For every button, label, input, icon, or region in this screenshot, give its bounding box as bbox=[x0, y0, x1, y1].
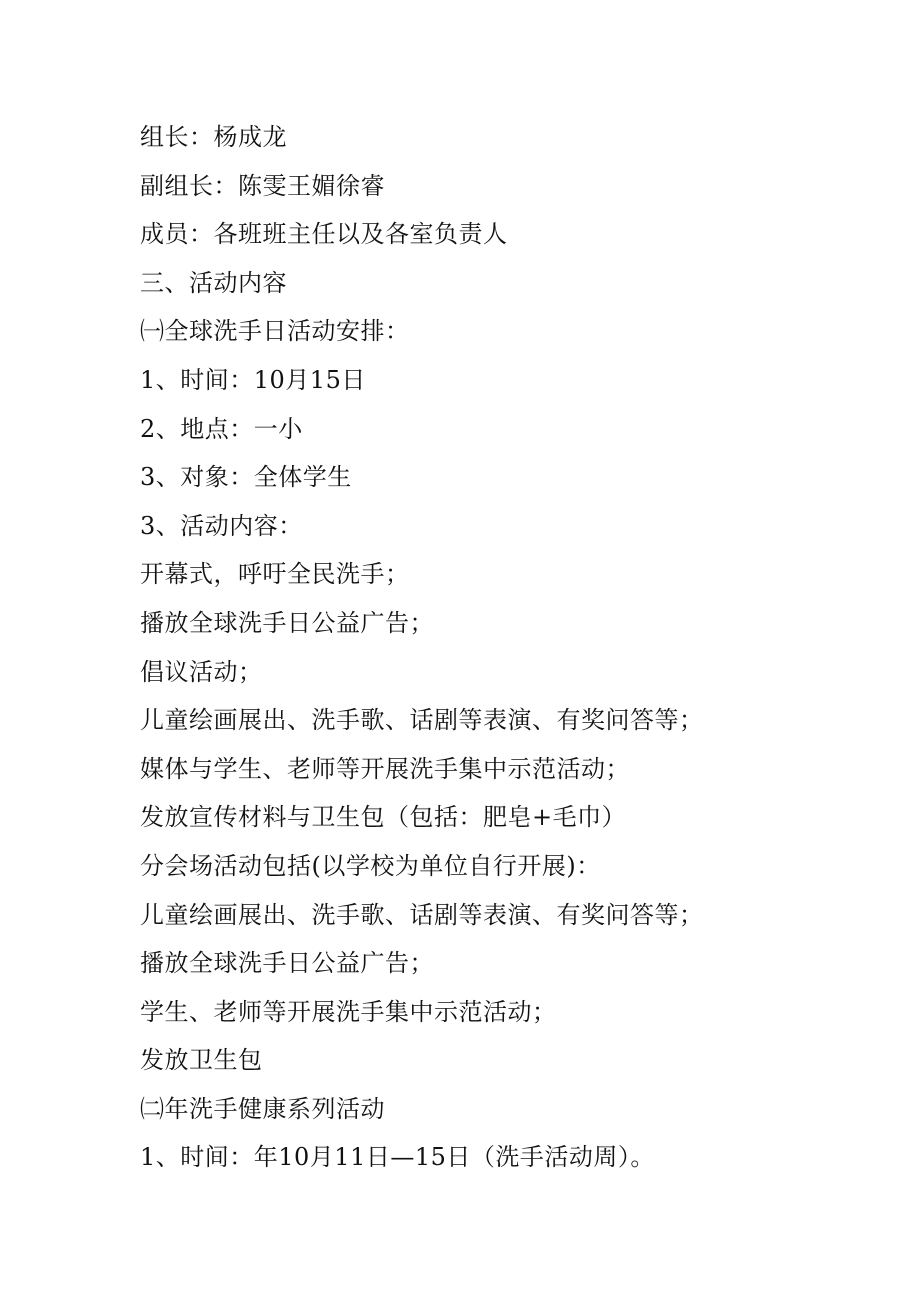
text-line-location: 2、地点：一小 bbox=[140, 414, 303, 443]
text-line-branch-psa: 播放全球洗手日公益广告； bbox=[140, 949, 434, 978]
text-line-audience: 3、对象：全体学生 bbox=[140, 463, 352, 492]
text-line-performances: 儿童绘画展出、洗手歌、话剧等表演、有奖问答等； bbox=[140, 706, 704, 735]
text-line-members: 成员：各班班主任以及各室负责人 bbox=[140, 220, 508, 249]
subsection-heading-health-series: ㈡年洗手健康系列活动 bbox=[140, 1094, 385, 1123]
text-line-branch-demonstration: 学生、老师等开展洗手集中示范活动； bbox=[140, 997, 557, 1026]
text-line-branch-performances: 儿童绘画展出、洗手歌、话剧等表演、有奖问答等； bbox=[140, 900, 704, 929]
text-line-branch-venue: 分会场活动包括(以学校为单位自行开展)： bbox=[140, 851, 601, 880]
text-line-activity-content: 3、活动内容： bbox=[140, 511, 303, 540]
text-line-distribution: 发放宣传材料与卫生包（包括：肥皂+毛巾） bbox=[140, 803, 627, 832]
text-line-time: 1、时间：10月15日 bbox=[140, 365, 366, 394]
text-line-opening: 开幕式，呼吁全民洗手； bbox=[140, 560, 410, 589]
text-line-week-time: 1、时间：年10月11日—15日（洗手活动周）。 bbox=[140, 1143, 655, 1172]
subsection-heading-handwashing-day: ㈠全球洗手日活动安排： bbox=[140, 317, 410, 346]
text-line-branch-hygiene-kit: 发放卫生包 bbox=[140, 1046, 263, 1075]
text-line-deputy-leader: 副组长：陈雯王媚徐睿 bbox=[140, 171, 385, 200]
text-line-team-leader: 组长：杨成龙 bbox=[140, 123, 287, 151]
text-line-initiative: 倡议活动； bbox=[140, 657, 263, 686]
document-body bbox=[140, 113, 840, 1182]
section-heading-activity-content: 三、活动内容 bbox=[140, 268, 287, 297]
text-line-psa: 播放全球洗手日公益广告； bbox=[140, 608, 434, 637]
text-line-demonstration: 媒体与学生、老师等开展洗手集中示范活动； bbox=[140, 754, 630, 783]
